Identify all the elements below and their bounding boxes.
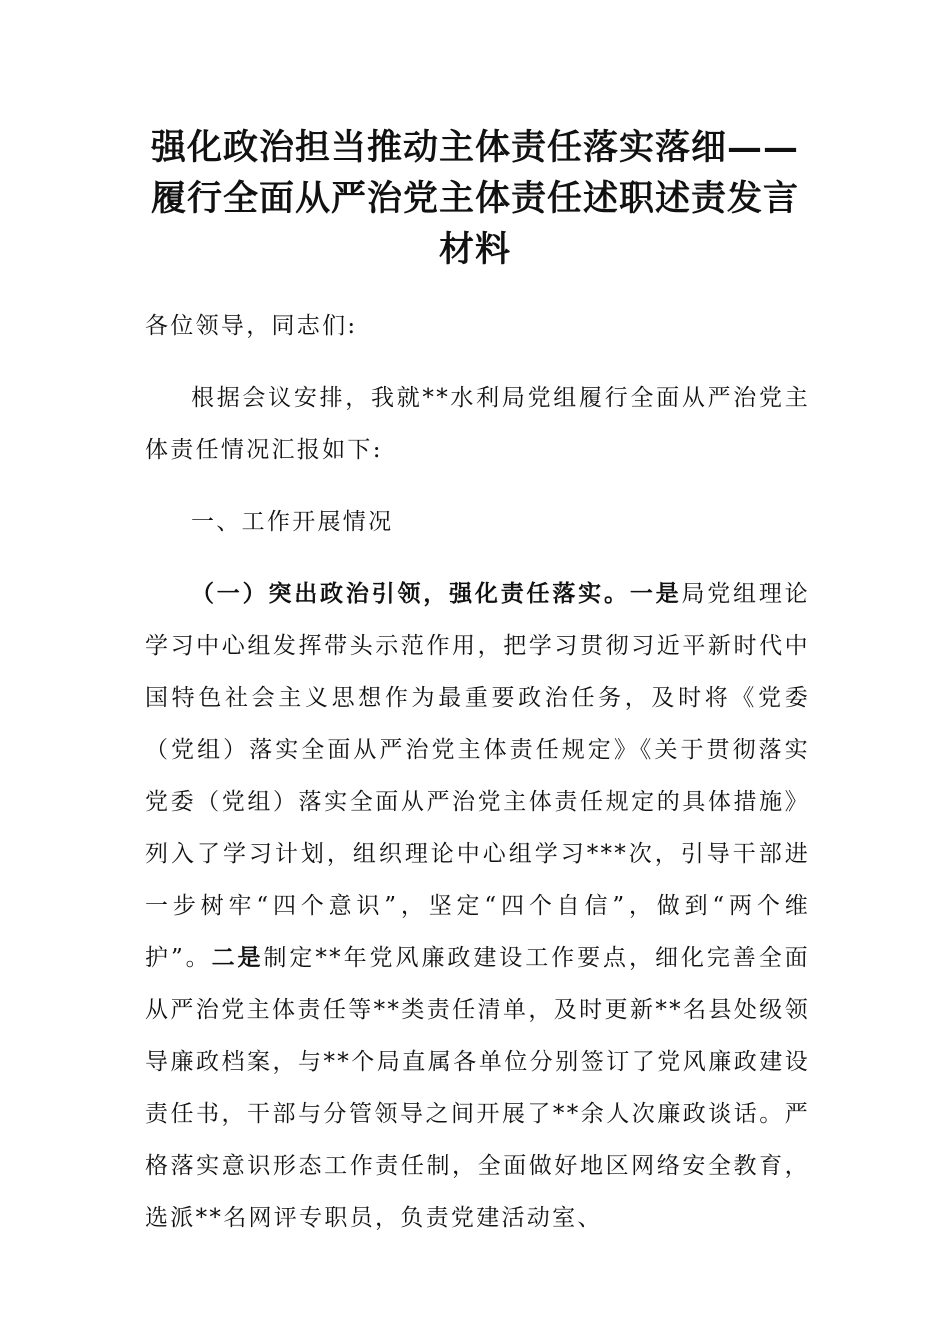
- section-heading: 一、工作开展情况: [191, 509, 394, 535]
- document-title: [120, 122, 830, 275]
- title-line-2: 履行全面从严治党主体责任述职述责发言: [150, 178, 799, 219]
- paragraph-1-text-2: 制定**年党风廉政建设工作要点，细化完善全面从严治党主体责任等**类责任清单，及时更新**名县处级领导廉政档案，与**个局直属各单位分别签订了党风廉政建设责任书，干部与分管领导之间开展了**余人次廉政谈话。严格落实意识形态工作责任制，全面做好地区网络安全教育，选派**名网评专职员，负责党建活动室、: [145, 945, 810, 1231]
- intro-paragraph: 根据会议安排，我就**水利局党组履行全面从严治党主体责任情况汇报如下:: [145, 385, 810, 463]
- paragraph-1-marker-2: 二是: [211, 944, 264, 971]
- paragraph-1-lead: （一）突出政治引领，强化责任落实。: [191, 580, 630, 607]
- title-line-1: 强化政治担当推动主体责任落实落细——: [150, 127, 799, 168]
- salutation: 各位领导，同志们:: [145, 313, 358, 339]
- paragraph-1: [145, 568, 810, 1244]
- paragraph-1-marker-1: 一是: [629, 580, 682, 607]
- title-line-3: 材料: [438, 229, 511, 270]
- paragraph-1-text-1: 局党组理论学习中心组发挥带头示范作用，把学习贯彻习近平新时代中国特色社会主义思想作为最重要政治任务，及时将《党委（党组）落实全面从严治党主体责任规定》《关于贯彻落实党委（党组）落实全面从严治党主体责任规定的具体措施》列入了学习计划，组织理论中心组学习***次，引导干部进一步树牢“四个意识”，坚定“四个自信”，做到“两个维护”。: [145, 581, 810, 971]
- document-body: [145, 300, 810, 1264]
